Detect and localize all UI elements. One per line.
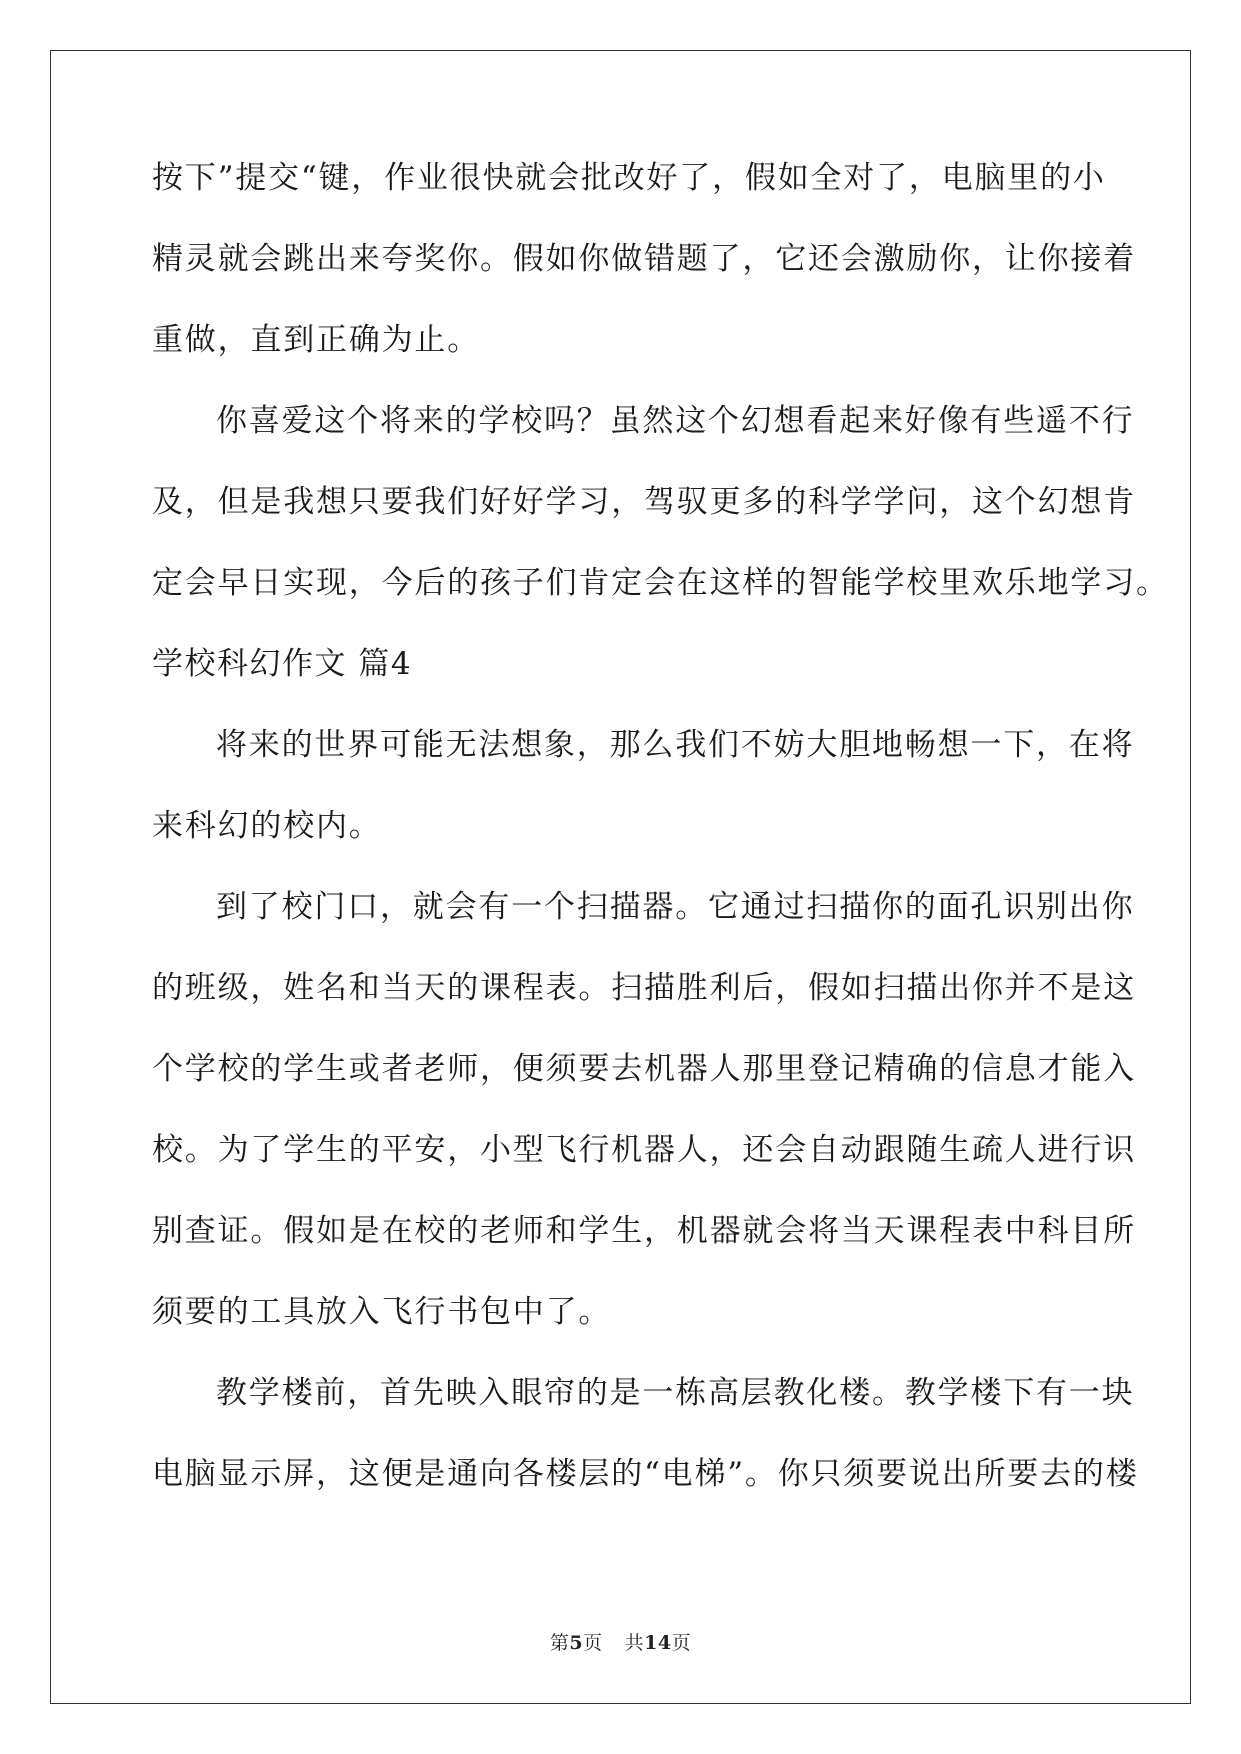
text-line: 电脑显示屏，这便是通向各楼层的“电梯”。你只须要说出所要去的楼 [152,1456,1139,1492]
text-line: 的班级，姓名和当天的课程表。扫描胜利后，假如扫描出你并不是这 [152,970,1136,1006]
total-prefix: 共 [624,1632,645,1654]
total-pages: 14 [644,1632,672,1654]
text-line: 定会早日实现，今后的孩子们肯定会在这样的智能学校里欢乐地学习。 [152,565,1169,601]
text-line: 来科幻的校内。 [152,808,382,844]
text-line: 精灵就会跳出来夸奖你。假如你做错题了，它还会激励你，让你接着 [152,241,1136,277]
text-line: 校。为了学生的平安，小型飞行机器人，还会自动跟随生疏人进行识 [152,1132,1136,1168]
text-line: 按下”提交“键，作业很快就会批改好了，假如全对了，电脑里的小 [152,160,1106,196]
text-line: 将来的世界可能无法想象，那么我们不妨大胆地畅想一下，在将 [216,727,1135,763]
page-prefix: 第 [549,1632,570,1654]
text-line: 别查证。假如是在校的老师和学生，机器就会将当天课程表中科目所 [152,1213,1136,1249]
text-line: 教学楼前，首先映入眼帘的是一栋高层教化楼。教学楼下有一块 [216,1375,1135,1411]
text-line: 须要的工具放入飞行书包中了。 [152,1294,612,1330]
section-heading: 学校科幻作文 篇4 [152,646,413,682]
total-suffix: 页 [671,1632,692,1654]
page-footer [0,1628,1241,1655]
page-suffix: 页 [583,1632,603,1654]
text-line: 个学校的学生或者老师，便须要去机器人那里登记精确的信息才能入 [152,1051,1136,1087]
text-line: 你喜爱这个将来的学校吗？虽然这个幻想看起来好像有些遥不行 [216,403,1135,439]
page-number: 5 [569,1632,584,1654]
document-body [152,158,1169,1535]
text-line: 到了校门口，就会有一个扫描器。它通过扫描你的面孔识别出你 [216,889,1135,925]
text-line: 重做，直到正确为止。 [152,322,480,358]
text-line: 及，但是我想只要我们好好学习，驾驭更多的科学学问，这个幻想肯 [152,484,1136,520]
